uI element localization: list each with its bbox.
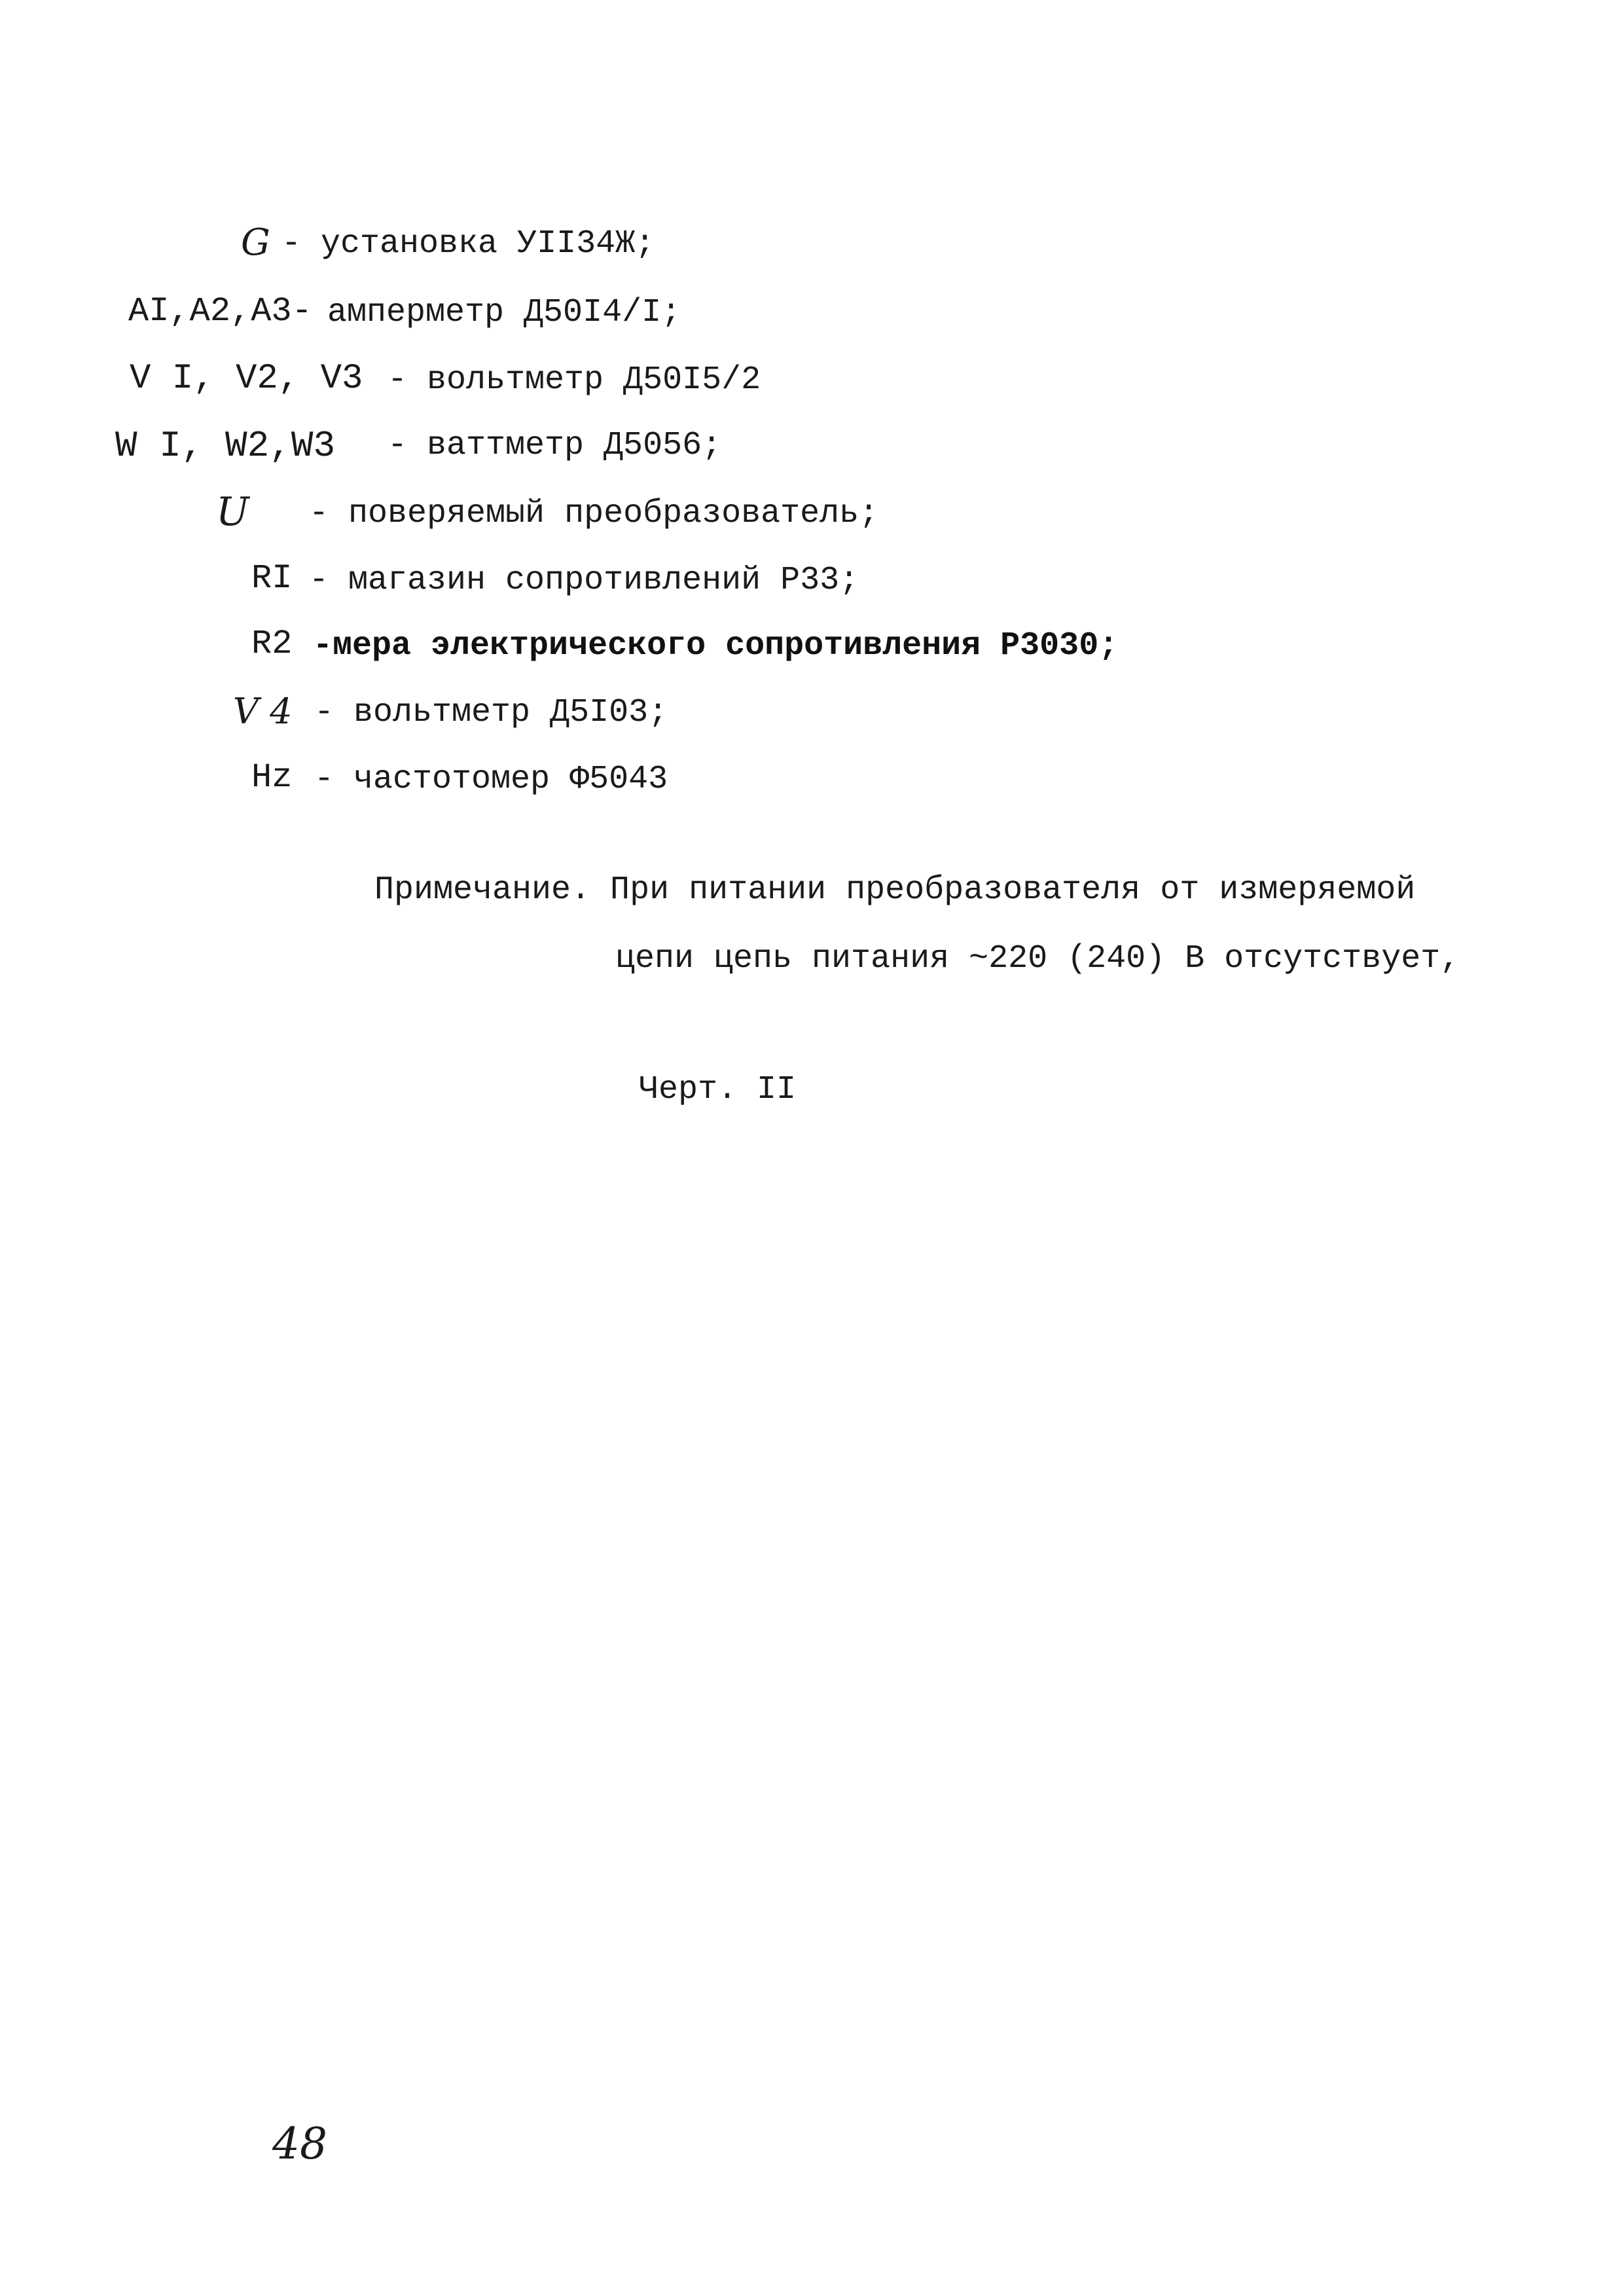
legend-text-wattmeters: - ваттметр Д5056; bbox=[388, 427, 722, 464]
legend-symbol-hz: Hz bbox=[251, 758, 293, 797]
note-line-1: Примечание. При питании преобразователя от измеряемой bbox=[374, 871, 1416, 909]
legend-symbol-voltmeters: V I, V2, V3 bbox=[130, 359, 363, 399]
legend-symbol-ammeters: AI,A2,A3- bbox=[128, 292, 312, 331]
legend-symbol-r1: RI bbox=[251, 559, 293, 598]
legend-text-voltmeters: - вольтметр Д50I5/2 bbox=[388, 361, 761, 399]
legend-text-r2: -мера электрического сопротивления Р3030; bbox=[313, 627, 1119, 665]
legend-text-ammeters: амперметр Д50I4/I; bbox=[327, 294, 681, 331]
legend-symbol-g: G bbox=[241, 221, 270, 264]
page-number: 48 bbox=[272, 2119, 327, 2169]
legend-text-r1: - магазин сопротивлений Р33; bbox=[309, 562, 859, 599]
legend-symbol-v4: V 4 bbox=[233, 691, 293, 732]
legend-text-u: - поверяемый преобразователь; bbox=[309, 495, 879, 532]
legend-symbol-r2: R2 bbox=[251, 625, 293, 663]
note-line-2: цепи цепь питания ~220 (240) В отсутствует, bbox=[615, 940, 1460, 977]
legend-symbol-wattmeters: W I, W2,W3 bbox=[115, 425, 336, 467]
legend-text-v4: - вольтметр Д5I03; bbox=[314, 694, 668, 731]
legend-text-g: - установка УII34Ж; bbox=[281, 225, 655, 263]
figure-caption: Черт. II bbox=[639, 1071, 797, 1108]
legend-symbol-u: U bbox=[216, 489, 249, 535]
legend-text-hz: - частотомер Ф5043 bbox=[314, 761, 668, 798]
